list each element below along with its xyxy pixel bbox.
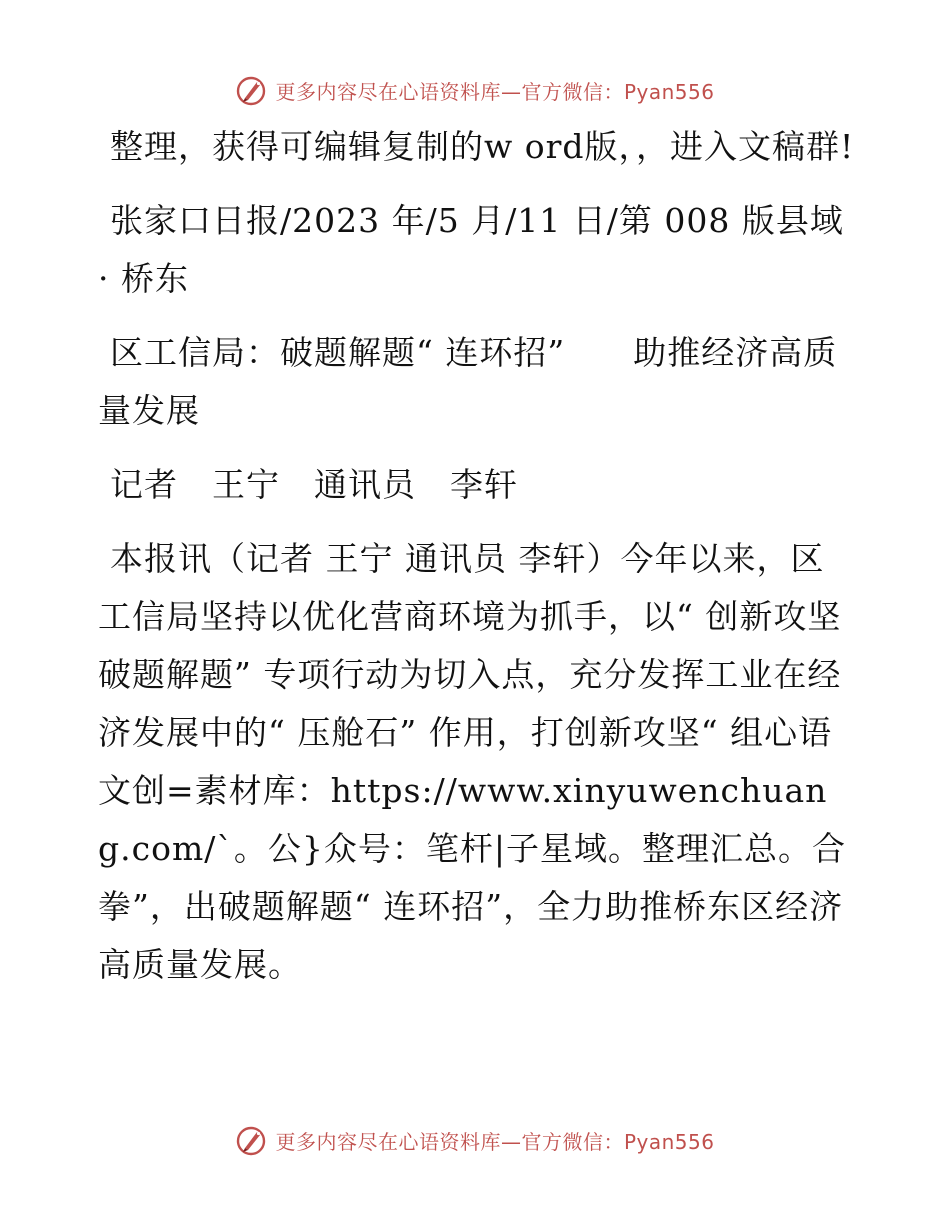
footer-banner bbox=[0, 1120, 950, 1160]
article-body-paragraph: 本报讯（记者 王宁 通讯员 李轩）今年以来，区工信局坚持以优化营商环境为抓手，以“ 创新攻坚破题解题” 专项行动为切入点，充分发挥工业在经济发展中的“ 压舱石” 作用，打创新攻坚“ 组心语文创=素材库：https://www.xinyuwenchuang.com/`。公}众号：笔杆|子星域。整理汇总。合拳”，出破题解题“ 连环招”，全力助推桥东区经济高质量发展。 bbox=[98, 539, 846, 984]
header-banner-text: 更多内容尽在心语资料库—官方微信：Pyan556 bbox=[275, 79, 715, 104]
article-title: 区工信局：破题解题“ 连环招” 助推经济高质量发展 bbox=[98, 333, 838, 430]
ink-pen-logo-icon bbox=[235, 74, 267, 106]
ink-pen-logo-icon bbox=[235, 1124, 267, 1156]
document-body bbox=[98, 118, 858, 1010]
header-banner bbox=[0, 70, 950, 110]
intro-paragraph: 整理，获得可编辑复制的w ord版，，进入文稿群! bbox=[110, 127, 855, 166]
footer-banner-text: 更多内容尽在心语资料库—官方微信：Pyan556 bbox=[275, 1129, 715, 1154]
byline: 记者 王宁 通讯员 李轩 bbox=[110, 465, 518, 504]
source-line: 张家口日报/2023 年/5 月/11 日/第 008 版县域 · 桥东 bbox=[98, 201, 856, 298]
